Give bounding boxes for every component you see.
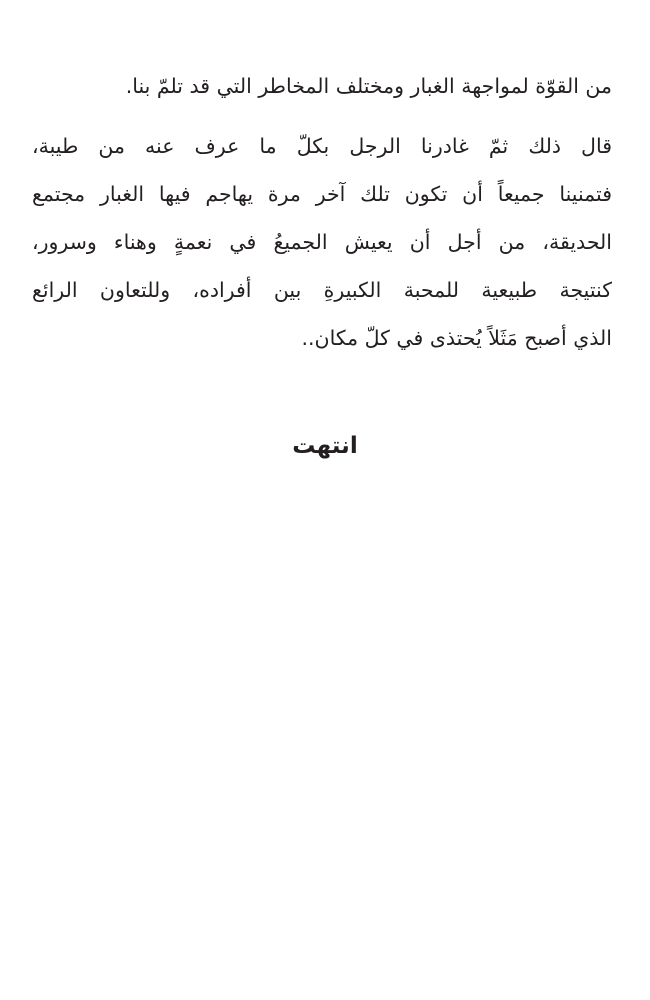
text-line: فتمنينا جميعاً أن تكون تلك آخر مرة يهاجم فيها الغبار مجتمع (32, 182, 612, 206)
text-line: قال ذلك ثمّ غادرنا الرجل بكلّ ما عرف عنه من طيبة، (32, 134, 612, 158)
text-line: من القوّة لمواجهة الغبار ومختلف المخاطر التي قد تلمّ بنا. (125, 74, 612, 98)
text-line: الحديقة، من أجل أن يعيش الجميعُ في نعمةٍ وهناء وسرور، (32, 230, 612, 254)
text-line: الذي أصبح مَثَلاً يُحتذى في كلّ مكان.. (301, 326, 612, 350)
ending-word: انتهت (292, 433, 358, 459)
text-line: كنتيجة طبيعية للمحبة الكبيرةِ بين أفراده، وللتعاون الرائع (32, 278, 612, 302)
